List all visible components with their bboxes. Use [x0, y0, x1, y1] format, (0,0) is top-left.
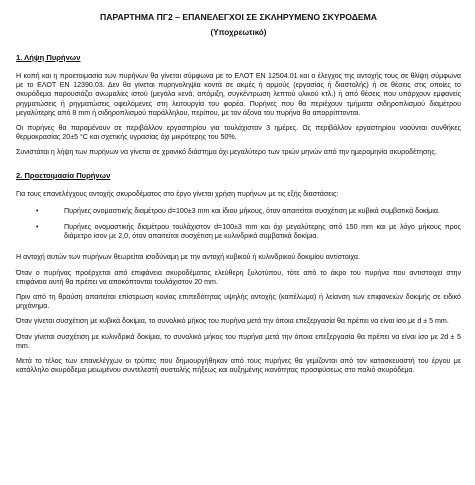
appendix-title: ΠΑΡΑΡΤΗΜΑ ΠΓ2 – ΕΠΑΝΕΛΕΓΧΟΙ ΣΕ ΣΚΛΗΡΥΜΕΝΟ ΣΚΥΡΟΔΕΜΑ [99, 12, 378, 22]
bullet-icon: • [36, 224, 39, 232]
section-core-sampling [16, 53, 461, 158]
list-item: • Πυρήνες ονομαστικής διαμέτρου d=100±3 mm και ίδιου μήκους, όταν απαιτείται συσχέτιση με κυβικά συμβατικά δοκίμια. [36, 206, 440, 215]
section-2-paragraph-b: Όταν ο πυρήνας προέρχεται από επιφάνεια σκυροδέματος ελεύθερη ξυλοτύπου, τότε από το άκρο του πυρήνα που αντιστοιχεί στην επιφάνεια αυτή θα πρέπει να αποκόπτονται τουλάχιστον 20 mm. [16, 268, 461, 286]
core-dimensions-list [16, 207, 461, 242]
list-item: • Πυρήνες ονομαστικής διαμέτρου τουλάχιστον d=100±3 mm και όχι μεγαλύτερης από 150 mm και με λόγο μήκους προς διάμετρο ίσον με 2,0, όταν απαιτείται συσχέτιση με κυλινδρικά συμβατικά δοκίμια. [36, 223, 461, 241]
section-1-heading: 1. Λήψη Πυρήνων [16, 53, 81, 62]
section-2-paragraph-f: Μετά το τέλος των επανελέγχων οι τρύπες που δημιουργήθηκαν από τους πυρήνες θα γεμίζονται από τον κατασκευαστή του έργου με κατάλληλο σκυρόδεμα μειωμένου συντελεστή συστολής πήξεως και αυξημένης ικανότητας προσφύσεως στο παλιό σκυρόδεμα. [16, 357, 461, 375]
bullet-icon: • [36, 207, 39, 215]
section-2-paragraph-e: Όταν γίνεται συσχέτιση με κυλινδρικά δοκίμια, το συνολικό μήκος του πυρήνα μετά την όποια επεξεργασία θα πρέπει να είναι ίσο με 2d ± 5 mm. [16, 332, 461, 350]
section-core-preparation [16, 171, 461, 376]
section-2-paragraph-a: Η αντοχή αυτών των πυρήνων θεωρείται ισοδύναμη με την αντοχή κυβικού ή κυλινδρικού δοκιμίου αντίστοιχα. [16, 253, 360, 262]
appendix-subtitle: (Υποχρεωτικό) [210, 28, 267, 37]
section-2-paragraph-d: Όταν γίνεται συσχέτιση με κυβικά δοκίμια, το συνολικό μήκος του πυρήνα μετά την όποια επεξεργασία θα πρέπει να είναι ίσο με d ± 5 mm. [16, 317, 449, 326]
section-2-paragraph-c: Πριν από τη θραύση απαιτείται επίστρωση κονίας επιπεδότητας υψηλής αντοχής (καπέλωμα) ή λείανση των επιφανειών δοκιμής σε ειδικό μηχάνημα. [16, 293, 461, 311]
section-1-paragraph-3: Συνιστάται η λήψη των πυρήνων να γίνεται σε χρονικό διάστημα όχι μεγαλύτερο των τριών μηνών από την ημερομηνία σκυροδέτησης. [16, 148, 437, 157]
section-1-paragraph-1: Η κοπή και η προετοιμασία των πυρήνων θα γίνεται σύμφωνα με το ΕΛΟΤ ΕΝ 12504.01 και ο έλεγχος της αντοχής τους σε θλίψη σύμφωνα με το ΕΛΟΤ ΕΝ 12390.03. Δεν θα γίνεται πυρηνοληψία κοντά σε ακμές ή αρμούς (εργασίας ή διαστολής) ή σε θέσεις στις οποίες το σκυρόδεμα παρουσιάζει ανωμαλίες ιστού (μεγάλα κενά, απόμιξη, συγκέντρωση λεπτού υλικού κτλ.) ή από θέσεις που υπάρχουν εμφανείς ρηγματώσεις ή ρηγματώσεις οφειλόμενες στη λειτουργία του φορέα. Πυρήνες που θα περιέχουν τμήματα σιδηροπλισμού διαμέτρου μεγαλύτερης από 8 mm ή σιδηροπλισμού παράλληλου, περίπου, με τον άξονα του πυρήνα θα απορρίπτονται. [16, 72, 461, 117]
section-2-intro: Για τους επανελέγχους αντοχής σκυροδέματος στο έργο γίνεται χρήση πυρήνων με τις εξής διαστάσεις: [16, 189, 339, 198]
section-1-paragraph-2: Οι πυρήνες θα παραμένουν σε περιβάλλον εργαστηρίου για τουλάχιστον 3 ημέρες. Ως περιβάλλον εργαστηρίου νοούνται συνθήκες θερμοκρασίας 20±5 °C και σχετικής υγρασίας όχι μικρότερης του 50%. [16, 124, 461, 142]
section-2-heading: 2. Προετοιμασία Πυρήνων [16, 170, 111, 180]
